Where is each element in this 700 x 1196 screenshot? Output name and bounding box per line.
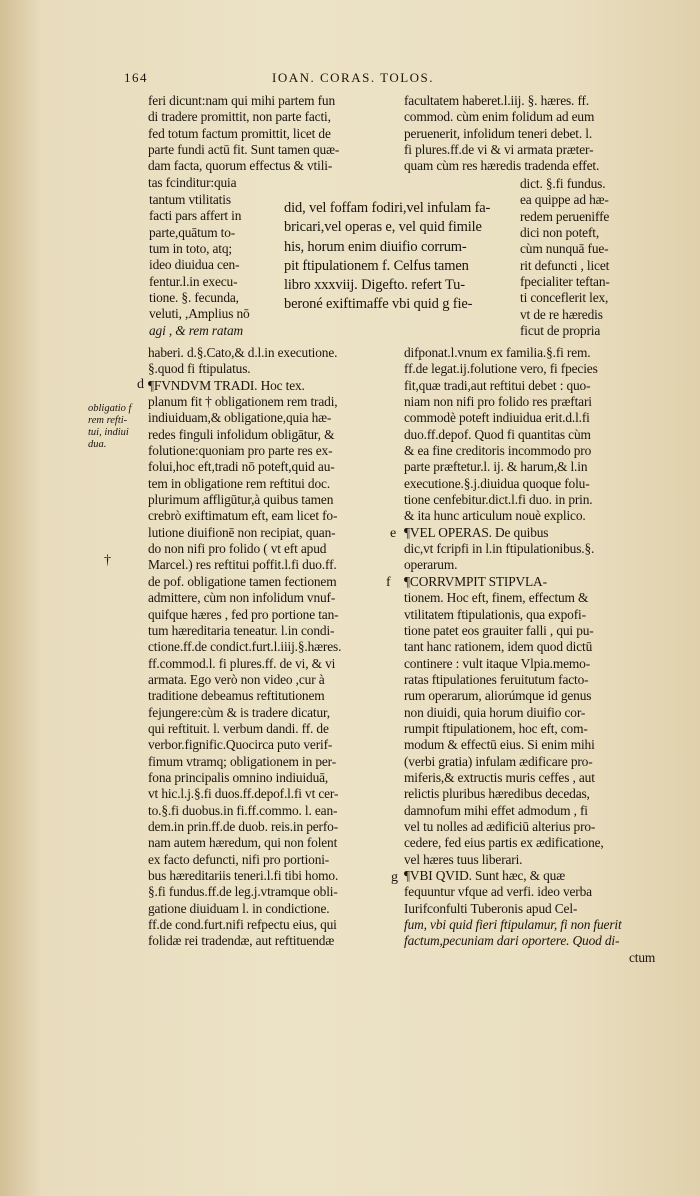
text-line: cùm nunquā fue- xyxy=(520,241,609,257)
text-line: quam cùm res hæredis tradenda effet. xyxy=(404,158,600,174)
text-line: fejungere:cùm & is tradere dicatur, xyxy=(148,704,330,720)
text-line: obligatio f xyxy=(88,403,132,414)
text-line: ¶CORRVMPIT STIPVLA- xyxy=(404,573,547,589)
text-line: parte fundi actū fit. Sunt tamen quæ- xyxy=(148,142,340,158)
text-line: tione cenfebitur.dict.l.fi duo. in prin. xyxy=(404,492,593,508)
text-line: veluti, ,Amplius nō xyxy=(149,306,250,322)
text-line: to.§.fi duobus.in fi.ff.commo. l. ean- xyxy=(148,802,338,818)
text-line: qui reftituit. l. verbum dandi. ff. de xyxy=(148,720,329,736)
margin-letter-d: d xyxy=(137,377,144,392)
text-line: parte,quātum to- xyxy=(149,224,236,240)
text-line: feri dicunt:nam qui mihi partem fun xyxy=(148,93,336,108)
text-line: planum fit † obligationem rem tradi, xyxy=(148,394,338,410)
text-line: ctum xyxy=(629,949,656,965)
text-line: redem perueniffe xyxy=(520,208,610,224)
text-line: folutione:quoniam pro parte res ex- xyxy=(148,443,333,459)
text-line: commodè poteft indiuidua erit.d.l.fi xyxy=(404,410,590,426)
text-line: vt de re hæredis xyxy=(520,306,603,322)
text-line: tas fcinditur:quia xyxy=(148,174,237,190)
text-line: ¶FVNDVM TRADI. Hoc tex. xyxy=(148,377,305,393)
text-line: damnofum mihi effet admodum , fi xyxy=(404,802,588,818)
text-line: Iurifconfulti Tuberonis apud Cel- xyxy=(404,900,578,916)
text-line: operarum. xyxy=(404,557,458,573)
text-line: rumpit ftipulationem, hoc eft, com- xyxy=(404,720,588,736)
text-line: did, vel foffam fodiri,vel infulam fa- xyxy=(284,200,491,216)
text-line: tem in obligatione rem reftitui doc. xyxy=(148,475,331,491)
text-line: folui,hoc eft,tradi nō poteft,quid au- xyxy=(148,459,335,475)
text-line: ratas ftipulationes feruitutum facto- xyxy=(404,671,589,687)
text-line: rem refti- xyxy=(88,415,128,426)
text-line: commod. cùm enim folidum ad eum xyxy=(404,109,595,125)
text-line: tum hæreditaria teneatur. l.in condi- xyxy=(148,622,335,638)
text-line: his, horum enim diuifio corrum- xyxy=(284,238,467,255)
text-line: de pof. obligatione tamen fectionem xyxy=(148,573,337,589)
text-line: fona principalis omnino indiuiduā, xyxy=(148,769,329,785)
text-line: vtilitatem ftipulationis, qua expofi- xyxy=(404,606,586,622)
text-line: di tradere promittit, non parte facti, xyxy=(148,109,331,125)
text-line: beroné exiftimaffe vbi quid g fie- xyxy=(284,296,473,313)
text-line: dem.in prin.ff.de duob. reis.in perfo- xyxy=(148,818,339,834)
text-line: verbor.fignific.Quocirca puto verif- xyxy=(148,737,333,753)
text-line: ff.de cond.furt.nifi refpectu eius, qui xyxy=(148,917,337,933)
text-line: rit defuncti , licet xyxy=(520,257,610,273)
text-line: ti conceflerit lex, xyxy=(520,290,609,306)
text-line: vel tu nolles ad ædificiū alterius pro- xyxy=(404,818,596,834)
text-line: tionem. Hoc eft, finem, effectum & xyxy=(404,590,589,606)
text-line: Marcel.) res reftitui poffit.l.fi duo.ff. xyxy=(148,557,337,573)
text-line: non diuidi, quia horum diuifio cor- xyxy=(404,704,586,720)
text-line: peruenerit, infolidum teneri debet. l. xyxy=(404,125,593,141)
text-line: folidæ rei tradendæ, aut reftituendæ xyxy=(148,933,335,949)
text-line: miferis,& extructis muris ceffes , aut xyxy=(404,769,595,785)
text-line: tione. §. fecunda, xyxy=(149,290,239,306)
text-line: crebrò exiftimatum eft, eam licet fo- xyxy=(148,508,338,524)
text-line: ex facto defuncti, nifi pro portioni- xyxy=(148,851,330,867)
margin-letter-g: g xyxy=(391,870,398,885)
marginal-note xyxy=(88,403,131,451)
text-line: facultatem haberet.l.iij. §. hæres. ff. xyxy=(404,93,590,108)
text-line: dam facta, quorum effectus & vtili- xyxy=(148,158,333,174)
text-line: lutione diuifionē non recipiat, quan- xyxy=(148,524,336,540)
text-line: §.quod fi ftipulatus. xyxy=(148,361,251,377)
text-line: niam non nifi pro folido res præftari xyxy=(404,394,592,410)
text-line: continere : vult itaque Vlpia.memo- xyxy=(404,655,591,671)
left-narrow-column xyxy=(149,192,250,339)
text-line: haberi. d.§.Cato,& d.l.in executione. xyxy=(148,345,338,360)
text-line: factum,pecuniam dari oportere. Quod di- xyxy=(404,933,620,949)
text-line: relictis pluribus hæredibus decedas, xyxy=(404,786,590,802)
text-line: tant hanc rationem, idem quod dictū xyxy=(404,639,593,655)
text-line: quifque hæres , fed pro portione tan- xyxy=(148,606,339,622)
left-main-column xyxy=(148,345,341,950)
text-line: fed totum factum promittit, licet de xyxy=(148,125,331,141)
text-line: bricari,vel operas e, vel quid fimile xyxy=(284,219,482,236)
text-line: admittere, cùm non infolidum vnuf- xyxy=(148,590,336,606)
text-line: ideo diuidua cen- xyxy=(149,257,240,273)
text-line: pit ftipulationem f. Celfus tamen xyxy=(284,257,469,274)
text-line: fi plures.ff.de vi & vi armata præter- xyxy=(404,142,594,158)
text-line: agi , & rem ratam xyxy=(149,322,244,338)
text-line: ¶VBI QVID. Sunt hæc, & quæ xyxy=(404,868,565,883)
text-line: modum & effectū eius. Si enim mihi xyxy=(404,737,595,753)
text-line: fimum vtramq; obligationem in per- xyxy=(148,753,337,769)
text-line: nam autem hæredum, qui non folent xyxy=(148,835,338,851)
text-line: tui, indiui xyxy=(88,427,129,438)
text-line: dici non poteft, xyxy=(520,225,600,241)
text-line: & ea fine creditoris incommodo pro xyxy=(404,443,592,459)
text-line: duo.ff.depof. Quod fi quantitas cùm xyxy=(404,426,591,442)
text-line: dic,vt fcripfi in l.in ftipulationibus.§. xyxy=(404,541,595,557)
margin-dagger: † xyxy=(104,553,111,568)
text-line: redes finguli infolidum obligātur, & xyxy=(148,426,335,442)
text-line: fentur.l.in execu- xyxy=(149,273,238,289)
text-line: cedere, fed eius partis ex ædificatione, xyxy=(404,835,604,851)
text-line: fum, vbi quid fieri ftipulamur, fi non fuerit xyxy=(404,917,622,933)
text-line: armata. Ego verò non video ,cur à xyxy=(148,671,325,687)
text-line: tione patet eos grauiter falli , qui pu- xyxy=(404,622,594,638)
text-line: dua. xyxy=(88,439,107,450)
text-line: do non nifi pro folido ( vt eft apud xyxy=(148,541,327,557)
text-line: executione.§.j.diuidua quoque folu- xyxy=(404,475,590,491)
text-line: bus hæreditariis teneri.l.fi tibi homo. xyxy=(148,868,339,883)
text-line: vel hæres tuus liberari. xyxy=(404,851,523,867)
text-line: tantum vtilitatis xyxy=(149,192,231,207)
right-narrow-column xyxy=(520,176,610,339)
left-column-top xyxy=(148,93,339,191)
text-line: §.fi fundus.ff.de leg.j.vtramque obli- xyxy=(148,884,338,900)
text-line: tum in toto, atq; xyxy=(149,241,232,257)
margin-letter-e: e xyxy=(390,526,397,541)
text-line: difponat.l.vnum ex familia.§.fi rem. xyxy=(404,345,591,360)
text-line: rum operarum, aliorúmque id genus xyxy=(404,688,592,704)
right-column-top xyxy=(404,93,599,175)
inset-text xyxy=(284,199,490,315)
text-line: facti pars affert in xyxy=(149,208,242,224)
text-line: ficut de propria xyxy=(520,323,601,339)
text-line: ff.commod.l. fi plures.ff. de vi, & vi xyxy=(148,655,336,671)
margin-letter-f: f xyxy=(386,575,391,590)
page-number: 164 xyxy=(124,70,148,85)
text-line: fpecialiter teftan- xyxy=(520,274,610,290)
text-line: dict. §.fi fundus. xyxy=(520,176,606,191)
text-line: parte præftetur.l. ij. & harum,& l.in xyxy=(404,459,588,475)
right-main-column xyxy=(404,345,655,966)
text-line: ctione.ff.de condict.furt.l.iiij.§.hæres. xyxy=(148,639,342,655)
text-line: gatione diuiduam l. in condictione. xyxy=(148,900,330,916)
text-line: & ita hunc articulum nouè explico. xyxy=(404,508,586,524)
text-line: plurimum affligūtur,à quibus tamen xyxy=(148,492,334,508)
text-line: ff.de legat.ij.folutione vero, fi fpecies xyxy=(404,361,598,377)
text-line: (verbi gratia) infulam ædificare pro- xyxy=(404,753,593,769)
text-line: fequuntur vfque ad verfi. ideo verba xyxy=(404,884,592,900)
text-line: vt hic.l.j.§.fi duos.ff.depof.l.fi vt cer- xyxy=(148,786,339,802)
text-line: ea quippe ad hæ- xyxy=(520,192,609,208)
text-line: traditione debeamus reftitutionem xyxy=(148,688,325,704)
text-line: fit,quæ tradi,aut reftitui debet : quo- xyxy=(404,377,591,393)
text-line: libro xxxviij. Digefto. refert Tu- xyxy=(284,277,465,294)
text-line: indiuiduam,& obligatione,quia hæ- xyxy=(148,410,332,426)
text-line: ¶VEL OPERAS. De quibus xyxy=(404,524,549,540)
running-title: IOAN. CORAS. TOLOS. xyxy=(272,70,435,85)
